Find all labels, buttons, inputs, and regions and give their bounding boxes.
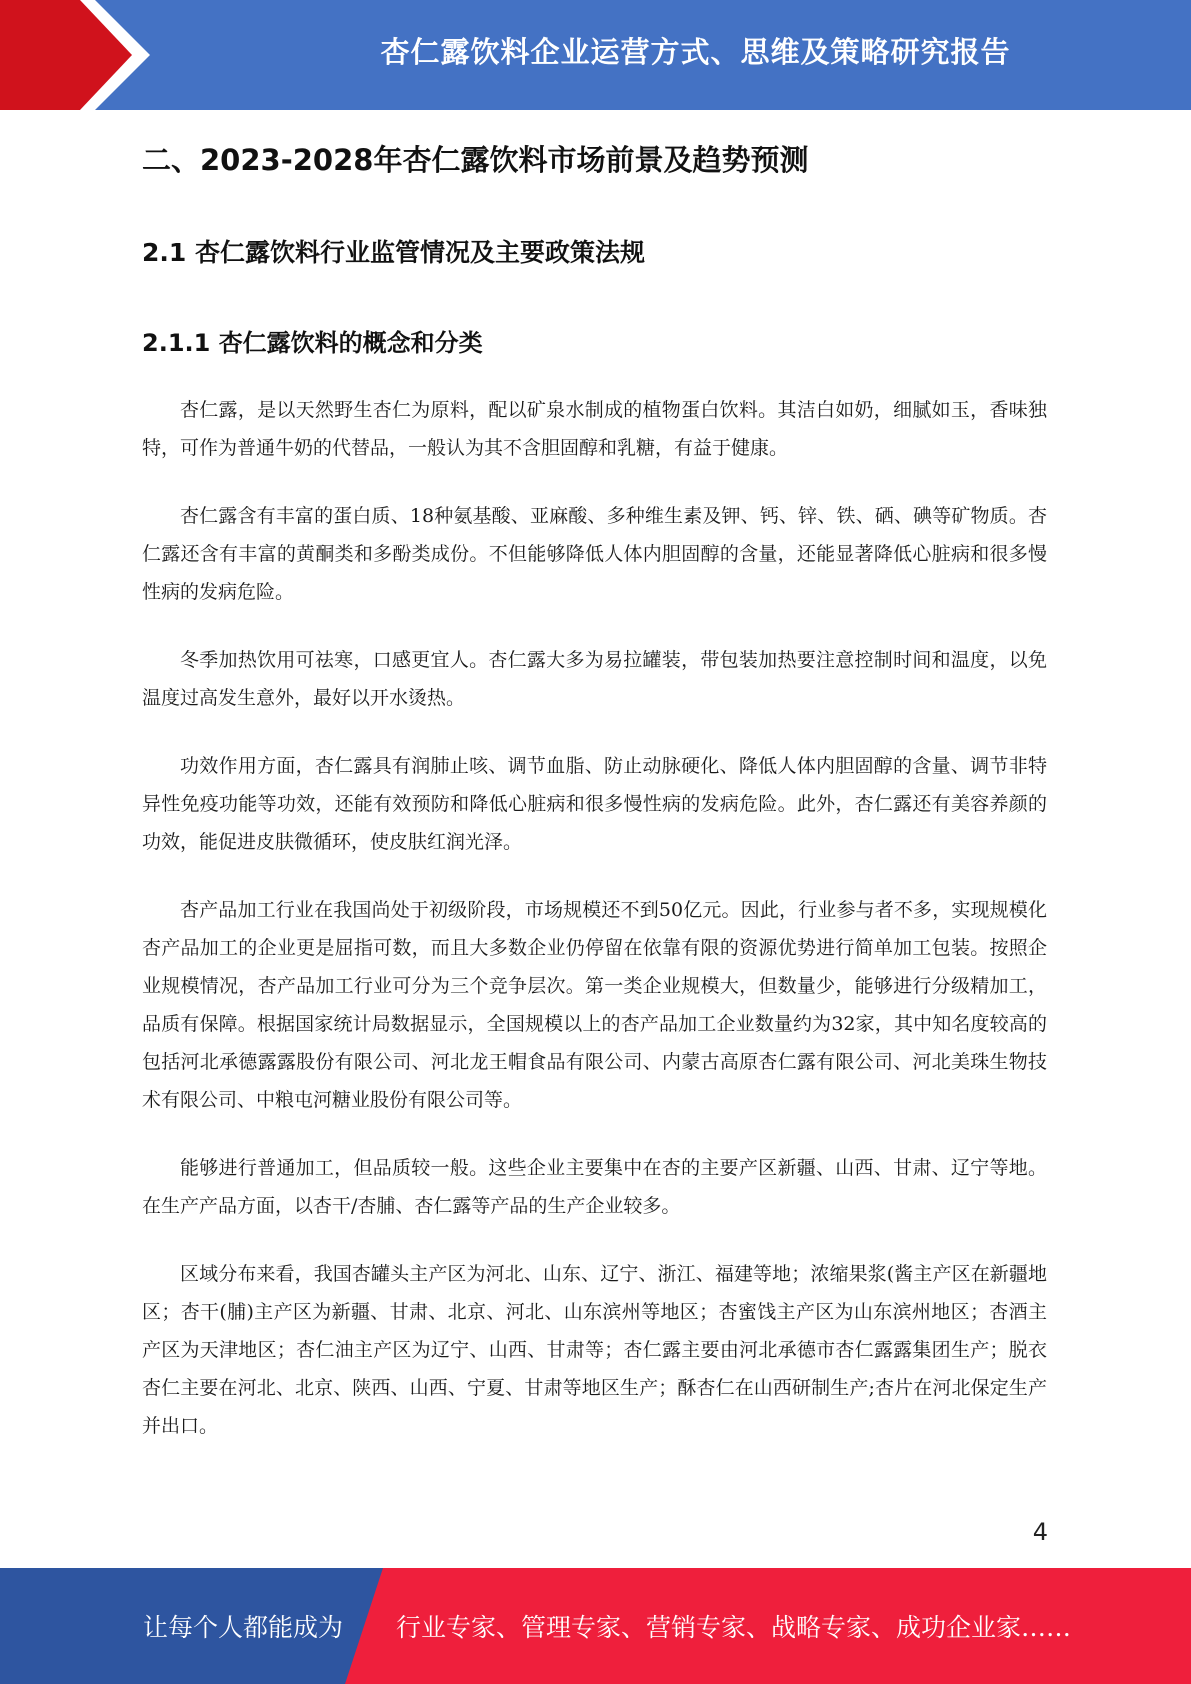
chapter-heading: 二、2023-2028年杏仁露饮料市场前景及趋势预测 [142,143,809,177]
red-arrow-decoration [0,0,150,110]
paragraph-1: 杏仁露，是以天然野生杏仁为原料，配以矿泉水制成的植物蛋白饮料。其洁白如奶，细腻如玉，香味独特，可作为普通牛奶的代替品，一般认为其不含胆固醇和乳糖，有益于健康。 [142,399,1047,459]
report-title: 杏仁露饮料企业运营方式、思维及策略研究报告 [380,34,1011,69]
page-content [142,120,1047,1445]
header-banner [0,0,1191,110]
paragraph-2: 杏仁露含有丰富的蛋白质、18种氨基酸、亚麻酸、多种维生素及钾、钙、锌、铁、硒、碘等矿物质。杏仁露还含有丰富的黄酮类和多酚类成份。不但能够降低人体内胆固醇的含量，还能显著降低心脏病和很多慢性病的发病危险。 [142,505,1047,603]
footer-banner [0,1568,1191,1684]
footer-slogan-left: 让每个人都能成为 [143,1613,344,1642]
paragraph-5: 杏产品加工行业在我国尚处于初级阶段，市场规模还不到50亿元。因此，行业参与者不多，实现规模化杏产品加工的企业更是屈指可数，而且大多数企业仍停留在依靠有限的资源优势进行简单加工包装。按照企业规模情况，杏产品加工行业可分为三个竞争层次。第一类企业规模大，但数量少，能够进行分级精加工，品质有保障。根据国家统计局数据显示，全国规模以上的杏产品加工企业数量约为32家，其中知名度较高的包括河北承德露露股份有限公司、河北龙王帽食品有限公司、内蒙古高原杏仁露有限公司、河北美珠生物技术有限公司、中粮屯河糖业股份有限公司等。 [142,899,1047,1111]
paragraph-3: 冬季加热饮用可祛寒，口感更宜人。杏仁露大多为易拉罐装，带包装加热要注意控制时间和温度，以免温度过高发生意外，最好以开水烫热。 [142,649,1047,709]
paragraph-4: 功效作用方面，杏仁露具有润肺止咳、调节血脂、防止动脉硬化、降低人体内胆固醇的含量、调节非特异性免疫功能等功效，还能有效预防和降低心脏病和很多慢性病的发病危险。此外，杏仁露还有美容养颜的功效，能促进皮肤微循环，使皮肤红润光泽。 [142,755,1047,853]
footer-slogan-right: 行业专家、管理专家、营销专家、战略专家、成功企业家…… [396,1613,1072,1642]
paragraph-7: 区域分布来看，我国杏罐头主产区为河北、山东、辽宁、浙江、福建等地；浓缩果浆(酱主产区在新疆地区；杏干(脯)主产区为新疆、甘肃、北京、河北、山东滨州等地区；杏蜜饯主产区为山东滨州地区；杏酒主产区为天津地区；杏仁油主产区为辽宁、山西、甘肃等；杏仁露主要由河北承德市杏仁露露集团生产；脱衣杏仁主要在河北、北京、陕西、山西、宁夏、甘肃等地区生产；酥杏仁在山西研制生产;杏片在河北保定生产并出口。 [142,1263,1047,1437]
section-heading: 2.1 杏仁露饮料行业监管情况及主要政策法规 [142,238,645,267]
paragraph-6: 能够进行普通加工，但品质较一般。这些企业主要集中在杏的主要产区新疆、山西、甘肃、辽宁等地。在生产产品方面，以杏干/杏脯、杏仁露等产品的生产企业较多。 [142,1157,1047,1217]
subsection-heading: 2.1.1 杏仁露饮料的概念和分类 [142,329,483,357]
page-number: 4 [1032,1518,1048,1546]
